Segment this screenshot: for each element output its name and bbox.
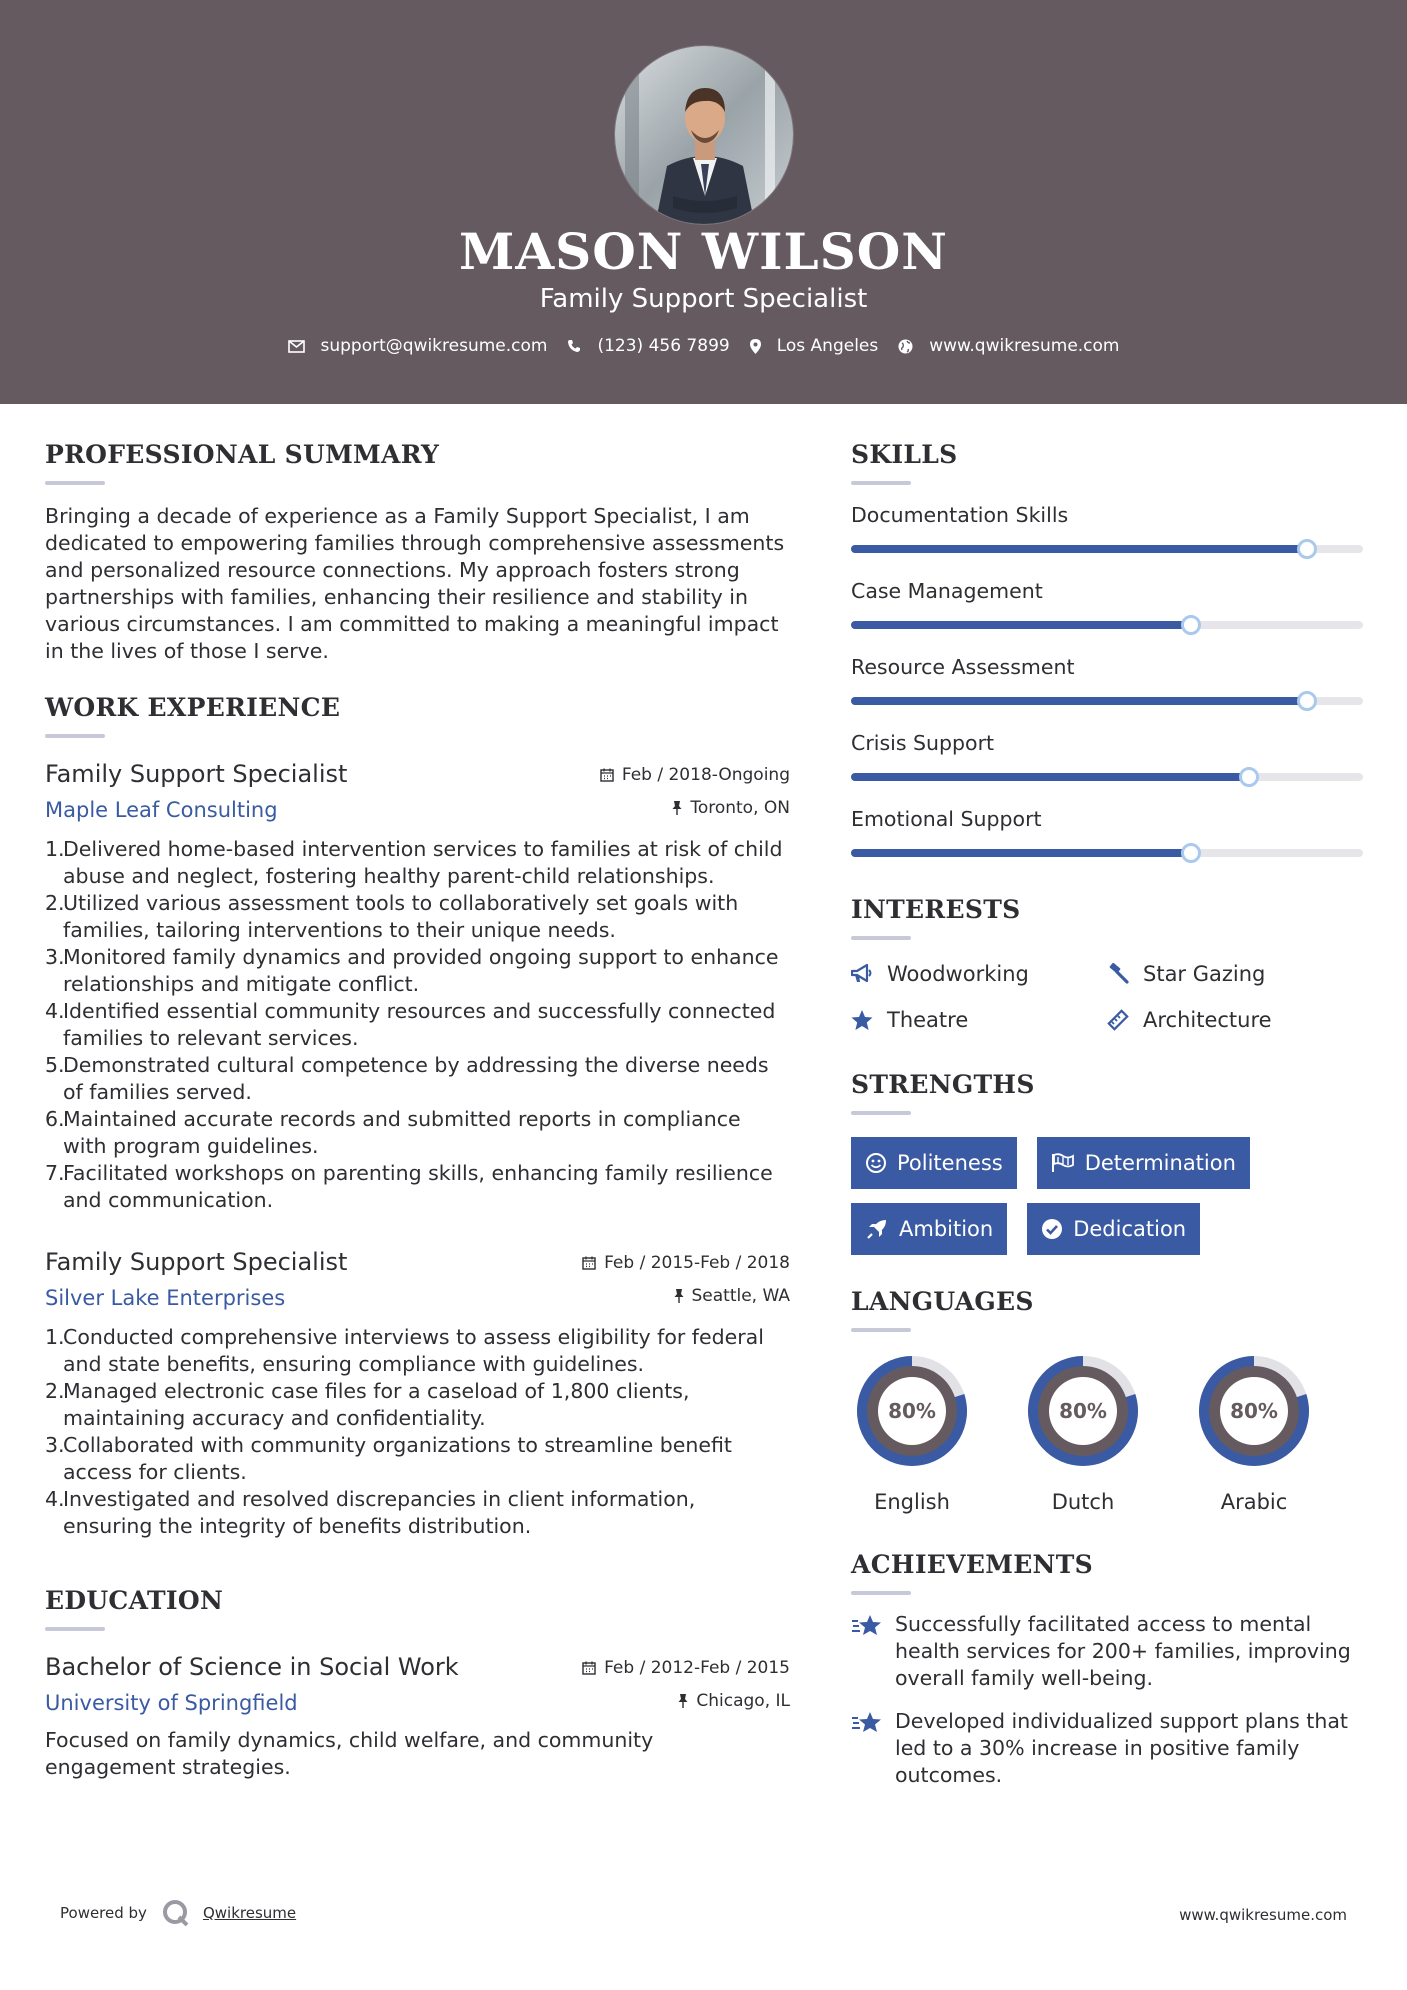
language-donut — [1193, 1350, 1315, 1472]
pushpin-icon — [674, 1289, 684, 1303]
contact-location — [750, 336, 879, 356]
section-title: PROFESSIONAL SUMMARY — [45, 440, 440, 469]
list-item: 3. Monitored family dynamics and provided ongoing support to enhance relationships and mitigate conflict. — [45, 945, 779, 996]
list-item: 3. Collaborated with community organizations to streamline benefit access for clients. — [45, 1433, 732, 1484]
pushpin-icon — [672, 801, 682, 815]
calendar-icon — [600, 768, 614, 782]
left-column — [45, 440, 790, 1781]
check-circle-icon — [1041, 1218, 1063, 1240]
job-date — [582, 1253, 790, 1273]
work-section — [45, 693, 790, 1540]
list-item: 1. Delivered home-based intervention services to families at risk of child abuse and neglect, fostering healthy parent-child relationships. — [45, 837, 783, 888]
smile-icon — [865, 1152, 887, 1174]
job-bullets — [45, 836, 790, 1214]
skill-item — [851, 731, 1363, 807]
education-section — [45, 1586, 790, 1781]
interest-item — [1107, 962, 1363, 986]
section-underline — [851, 481, 911, 485]
skill-bar-fill — [851, 773, 1249, 781]
education-date — [582, 1658, 790, 1678]
job-date-text: Feb / 2018-Ongoing — [621, 765, 790, 785]
language-percent: 80% — [888, 1399, 936, 1423]
job-bullets — [45, 1324, 790, 1540]
section-underline — [851, 1111, 911, 1115]
section-underline — [851, 936, 911, 940]
list-item: 2. Utilized various assessment tools to collaboratively set goals with families, tailoring interventions to their unique needs. — [45, 891, 739, 942]
language-percent: 80% — [1230, 1399, 1278, 1423]
phone-icon — [567, 339, 581, 353]
skill-bar-knob — [1181, 615, 1201, 635]
section-title: ACHIEVEMENTS — [851, 1550, 1093, 1579]
skill-bar-fill — [851, 697, 1307, 705]
strengths-section — [851, 1070, 1363, 1269]
contact-phone[interactable] — [567, 336, 729, 356]
phone-text: (123) 456 7899 — [597, 336, 730, 356]
job-date — [600, 765, 790, 785]
interest-label: Star Gazing — [1143, 962, 1266, 986]
contact-email[interactable] — [288, 336, 548, 356]
location-text: Los Angeles — [776, 336, 879, 356]
skill-item — [851, 655, 1363, 731]
interest-item — [851, 962, 1107, 986]
skills-list — [851, 503, 1363, 883]
candidate-name: MASON WILSON — [459, 222, 948, 281]
skill-label: Resource Assessment — [851, 655, 1075, 679]
interest-item — [851, 1008, 1107, 1032]
job-company: Maple Leaf Consulting — [45, 798, 278, 822]
section-underline — [45, 1627, 105, 1631]
job-date-text: Feb / 2015-Feb / 2018 — [604, 1253, 790, 1273]
interest-label: Woodworking — [887, 962, 1029, 986]
education-entry — [45, 1653, 790, 1781]
powered-by-text: Powered by — [60, 1904, 147, 1922]
list-item: 2. Managed electronic case files for a caseload of 1,800 clients, maintaining accuracy and confidentiality. — [45, 1379, 690, 1430]
education-date-text: Feb / 2012-Feb / 2015 — [604, 1658, 790, 1678]
education-location-text: Chicago, IL — [696, 1691, 790, 1711]
skill-item — [851, 579, 1363, 655]
globe-icon — [898, 339, 913, 354]
profile-photo — [614, 45, 794, 225]
skill-label: Emotional Support — [851, 807, 1042, 831]
qwikresume-logo — [161, 1898, 191, 1928]
list-item: 4. Investigated and resolved discrepancies in client information, ensuring the integrity of benefits distribution. — [45, 1487, 696, 1538]
list-item: 5. Demonstrated cultural competence by addressing the diverse needs of families served. — [45, 1053, 769, 1104]
job-entry — [45, 760, 790, 1214]
achievements-list — [851, 1611, 1363, 1789]
skill-bar-knob — [1239, 767, 1259, 787]
calendar-icon — [582, 1256, 596, 1270]
section-title: SKILLS — [851, 440, 958, 469]
job-location — [672, 798, 790, 818]
envelope-icon — [288, 340, 305, 353]
skill-item — [851, 503, 1363, 579]
strength-tag — [851, 1203, 1007, 1255]
flag-icon — [1051, 1153, 1075, 1173]
job-title: Family Support Specialist — [45, 1248, 348, 1276]
summary-section — [45, 440, 790, 665]
skill-label: Documentation Skills — [851, 503, 1069, 527]
skill-bar — [851, 697, 1363, 705]
achievements-section — [851, 1550, 1363, 1789]
contact-website[interactable] — [898, 336, 1119, 356]
map-pin-icon — [750, 339, 761, 354]
contact-bar — [0, 336, 1407, 356]
rocket-icon — [865, 1217, 889, 1241]
job-title: Family Support Specialist — [45, 760, 348, 788]
job-location-text: Toronto, ON — [690, 798, 790, 818]
footer-powered-by — [60, 1898, 296, 1928]
shooting-star-icon — [851, 1710, 883, 1736]
candidate-role: Family Support Specialist — [539, 284, 868, 314]
school-name: University of Springfield — [45, 1691, 298, 1715]
achievement-item — [851, 1611, 1363, 1692]
section-underline — [851, 1328, 911, 1332]
megaphone-icon — [851, 964, 873, 984]
achievement-text: Developed individualized support plans that led to a 30% increase in positive family outcomes. — [895, 1709, 1348, 1787]
strength-tag — [851, 1137, 1017, 1189]
languages-list — [851, 1350, 1363, 1514]
job-location — [674, 1286, 791, 1306]
languages-section — [851, 1287, 1363, 1514]
strength-tag — [1027, 1203, 1200, 1255]
skill-item — [851, 807, 1363, 883]
skill-bar-fill — [851, 545, 1307, 553]
section-title: WORK EXPERIENCE — [45, 693, 341, 722]
language-label: Dutch — [1051, 1490, 1115, 1514]
skill-label: Case Management — [851, 579, 1043, 603]
resume-header — [0, 0, 1407, 404]
education-location — [678, 1691, 790, 1711]
profile-photo-image — [615, 46, 794, 225]
language-donut — [1022, 1350, 1144, 1472]
list-item: 6. Maintained accurate records and submitted reports in compliance with program guidelines. — [45, 1107, 741, 1158]
language-percent: 80% — [1059, 1399, 1107, 1423]
job-company: Silver Lake Enterprises — [45, 1286, 286, 1310]
skill-bar-knob — [1181, 843, 1201, 863]
language-label: English — [874, 1490, 950, 1514]
star-icon — [851, 1010, 873, 1031]
strength-label: Determination — [1084, 1151, 1236, 1175]
skill-bar-fill — [851, 621, 1191, 629]
interest-label: Architecture — [1143, 1008, 1272, 1032]
summary-text: Bringing a decade of experience as a Family Support Specialist, I am dedicated to empowering families through comprehensive assessments and personalized resource connections. My approach fosters strong partnerships with families, enhancing their resilience and stability in various circumstances. I am committed to making a meaningful impact in the lives of those I serve. — [45, 504, 785, 663]
strengths-list — [851, 1137, 1363, 1269]
language-item — [1022, 1350, 1144, 1514]
strength-label: Ambition — [899, 1217, 994, 1241]
section-title: STRENGTHS — [851, 1070, 1035, 1099]
interests-list — [851, 962, 1363, 1032]
language-item — [1193, 1350, 1315, 1514]
skills-section — [851, 440, 1363, 883]
brand-link[interactable]: Qwikresume — [202, 1904, 297, 1922]
section-title: INTERESTS — [851, 895, 1021, 924]
website-text: www.qwikresume.com — [929, 336, 1120, 356]
job-entry — [45, 1248, 790, 1540]
interest-item — [1107, 1008, 1363, 1032]
strength-label: Dedication — [1073, 1217, 1187, 1241]
skill-bar-fill — [851, 849, 1191, 857]
list-item: 4. Identified essential community resources and successfully connected families to relevant services. — [45, 999, 776, 1050]
skill-bar — [851, 849, 1363, 857]
strength-label: Politeness — [897, 1151, 1003, 1175]
skill-bar — [851, 773, 1363, 781]
education-description: Focused on family dynamics, child welfare, and community engagement strategies. — [45, 1728, 654, 1779]
interests-section — [851, 895, 1363, 1032]
skill-bar — [851, 621, 1363, 629]
gavel-icon — [1107, 963, 1129, 985]
strength-tag — [1037, 1137, 1250, 1189]
ruler-icon — [1107, 1009, 1129, 1031]
right-column — [851, 440, 1363, 1789]
language-donut — [851, 1350, 973, 1472]
skill-bar — [851, 545, 1363, 553]
skill-bar-knob — [1297, 539, 1317, 559]
skill-bar-knob — [1297, 691, 1317, 711]
pushpin-icon — [678, 1694, 688, 1708]
email-text: support@qwikresume.com — [320, 336, 548, 356]
section-title: EDUCATION — [45, 1586, 224, 1615]
language-item — [851, 1350, 973, 1514]
achievement-item — [851, 1708, 1363, 1789]
section-underline — [45, 734, 105, 738]
section-title: LANGUAGES — [851, 1287, 1034, 1316]
language-label: Arabic — [1220, 1490, 1288, 1514]
achievement-text: Successfully facilitated access to mental health services for 200+ families, improving overall family well-being. — [895, 1612, 1351, 1690]
footer-website[interactable]: www.qwikresume.com — [1179, 1906, 1347, 1924]
section-underline — [851, 1591, 911, 1595]
shooting-star-icon — [851, 1613, 883, 1639]
degree-title: Bachelor of Science in Social Work — [45, 1653, 459, 1681]
section-underline — [45, 481, 105, 485]
job-location-text: Seattle, WA — [691, 1286, 790, 1306]
list-item: 7. Facilitated workshops on parenting skills, enhancing family resilience and communication. — [45, 1161, 773, 1212]
interest-label: Theatre — [887, 1008, 969, 1032]
skill-label: Crisis Support — [851, 731, 995, 755]
list-item: 1. Conducted comprehensive interviews to assess eligibility for federal and state benefits, ensuring compliance with guidelines. — [45, 1325, 764, 1376]
calendar-icon — [582, 1661, 596, 1675]
